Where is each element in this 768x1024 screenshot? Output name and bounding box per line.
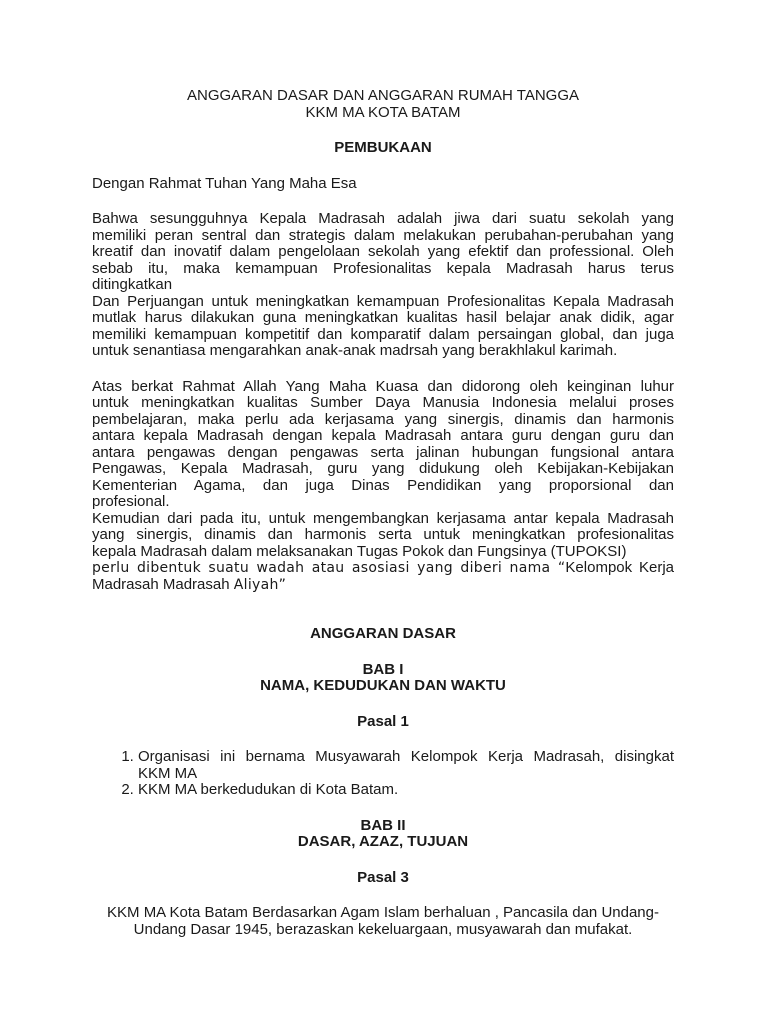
text-line: antara kepala Madrasah dengan kepala Madrasah antara guru dengan guru dan — [92, 427, 674, 444]
list-item-line: 2. KKM MA berkedudukan di Kota Batam. — [138, 781, 399, 798]
text-line: Kemudian dari pada itu, untuk mengembangkan kerjasama antar kepala Madrasah — [92, 509, 674, 527]
text-alt-font: Aliyah” — [233, 576, 287, 593]
paragraph-1 — [92, 211, 674, 294]
bab-2-title: DASAR, AZAZ, TUJUAN — [297, 833, 469, 850]
text-line: mutlak harus dilakukan guna meningkatkan kualitas hasil belajar anak didik, agar — [92, 309, 674, 326]
list-item — [138, 782, 674, 799]
text-line: Pengawas, Kepala Madrasah, guru yang didukung oleh Kebijakan-Kebijakan — [92, 460, 674, 477]
pembukaan-heading: PEMBUKAAN — [334, 139, 432, 156]
text-line: Bahwa sesungguhnya Kepala Madrasah adalah jiwa dari suatu sekolah yang — [92, 210, 674, 227]
text-line-mixed — [92, 560, 674, 577]
pasal-3-heading: Pasal 3 — [357, 868, 409, 886]
text-line: memiliki peran sentral dan strategis dalam melakukan perubahan-perubahan yang — [92, 226, 674, 244]
bab-2-label: BAB II — [360, 816, 406, 834]
opening-line: Dengan Rahmat Tuhan Yang Maha Esa — [92, 174, 357, 192]
list-item-line: KKM MA — [138, 764, 198, 782]
text-line: untuk meningkatkan kualitas Sumber Daya Manusia Indonesia melalui proses — [92, 394, 674, 411]
anggaran-dasar-heading: ANGGARAN DASAR — [310, 625, 456, 642]
paragraph-4 — [92, 511, 674, 594]
text-line: memiliki kemampuan kompetitif dan komparatif dalam persaingan global, dan juga — [92, 325, 674, 343]
document-page — [92, 88, 674, 938]
list-item — [138, 749, 674, 782]
text-line: yang sinergis, dinamis dan harmonis serta untuk meningkatkan profesionalitas — [92, 526, 674, 543]
bab-1-label: BAB I — [362, 660, 404, 678]
text-line: ditingkatkan — [92, 276, 173, 293]
document-title-line1: ANGGARAN DASAR DAN ANGGARAN RUMAH TANGGA — [186, 87, 579, 104]
text-line: untuk senantiasa mengarahkan anak-anak madrsah yang berakhlakul karimah. — [92, 342, 618, 359]
text-fragment: Madrasah Madrasah — [92, 575, 234, 593]
bab-1-title: NAMA, KEDUDUKAN DAN WAKTU — [260, 677, 506, 694]
text-line: kreatif dan inovatif dalam pengelolaan sekolah yang efektif dan professional. Oleh — [92, 243, 674, 260]
paragraph-2 — [92, 294, 674, 360]
text-line: antara pengawas dengan pengawas serta jalinan hubungan fungsional antara — [92, 443, 674, 461]
pasal-1-heading: Pasal 1 — [357, 712, 409, 730]
pasal-1-list — [92, 749, 674, 799]
list-item-line: 1. Organisasi ini bernama Musyawarah Kelompok Kerja Madrasah, disingkat — [138, 748, 674, 765]
pasal-3-text-line2: Undang Dasar 1945, berazaskan kekeluargaan, musyawarah dan mufakat. — [133, 920, 633, 938]
text-line: sebab itu, maka kemampuan Profesionalitas kepala Madrasah harus terus — [92, 259, 674, 277]
text-line: profesional. — [92, 493, 170, 510]
paragraph-3 — [92, 379, 674, 511]
text-line: pembelajaran, maka perlu ada kerjasama yang sinergis, dinamis dan harmonis — [92, 410, 674, 428]
text-fragment: Kelompok Kerja — [565, 559, 674, 576]
text-line: Dan Perjuangan untuk meningkatkan kemampuan Profesionalitas Kepala Madrasah — [92, 292, 674, 310]
text-line-mixed — [92, 577, 674, 594]
text-line: kepala Madrasah dalam melaksanakan Tugas Pokok dan Fungsinya (TUPOKSI) — [92, 542, 627, 560]
text-line: Atas berkat Rahmat Allah Yang Maha Kuasa dan didorong oleh keinginan luhur — [92, 377, 674, 395]
document-title-line2: KKM MA KOTA BATAM — [305, 103, 461, 121]
pasal-3-text-line1: KKM MA Kota Batam Berdasarkan Agam Islam berhaluan , Pancasila dan Undang- — [107, 904, 659, 921]
text-alt-font: perlu dibentuk suatu wadah atau asosiasi yang diberi nama “ — [92, 560, 566, 576]
text-line: Kementerian Agama, dan juga Dinas Pendidikan yang proporsional dan — [92, 476, 674, 494]
